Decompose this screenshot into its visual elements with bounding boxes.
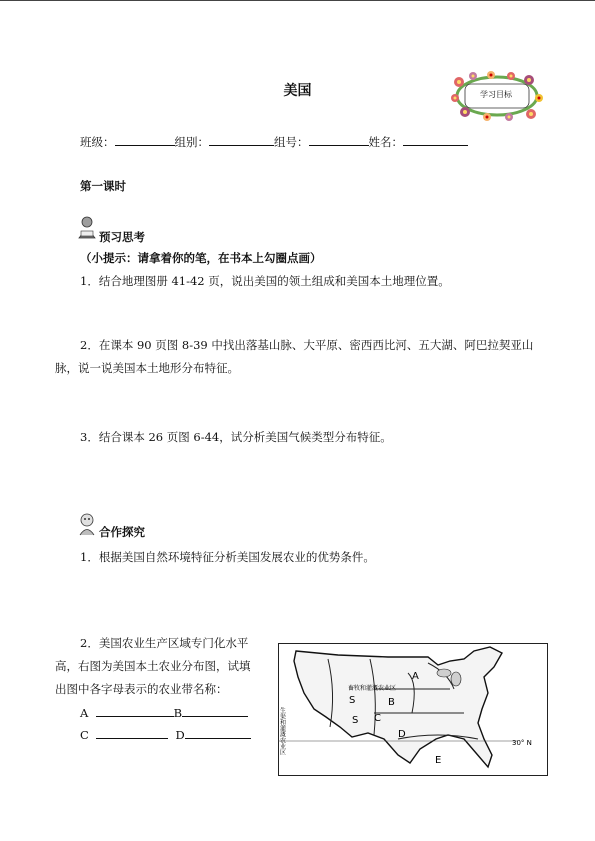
group-no-label: 组号： — [274, 135, 309, 149]
answer-d-label: D — [175, 728, 185, 742]
answer-c-field[interactable] — [96, 727, 168, 739]
section-heading-preview: 预习思考 — [99, 230, 145, 244]
class-field[interactable] — [115, 134, 175, 146]
map-label-a: A — [412, 671, 419, 682]
us-agriculture-map — [278, 643, 548, 776]
question-2-line-2: 脉，说一说美国本土地形分布特征。 — [55, 361, 239, 375]
explore-q2-line-1: 2．美国农业生产区域专门化水平 — [80, 636, 249, 650]
answer-b-field[interactable] — [182, 705, 248, 717]
section-heading-explore: 合作探究 — [99, 525, 145, 539]
map-label-b: B — [388, 697, 395, 708]
group-field[interactable] — [209, 134, 274, 146]
name-label: 姓名： — [368, 135, 403, 149]
page-top-rule — [0, 0, 595, 1]
explore-q2-line-3: 出图中各字母表示的农业带名称： — [55, 682, 228, 696]
lesson-label: 第一课时 — [80, 179, 126, 193]
map-center-label: 畜牧和灌溉农业区 — [348, 685, 397, 692]
answer-c-label: C — [80, 728, 89, 742]
answer-row-ab — [80, 705, 248, 721]
explore-question-1: 1．根据美国自然环境特征分析美国发展农业的优势条件。 — [80, 550, 375, 564]
question-1: 1．结合地理图册 41-42 页，说出美国的领土组成和美国本土地理位置。 — [80, 274, 450, 288]
map-side-label: 生渠和灌溉农业区 — [278, 707, 286, 755]
student-reading-icon — [76, 216, 98, 240]
cooperation-icon — [76, 512, 98, 536]
answer-a-label: A — [80, 706, 89, 720]
badge-text: 学习目标 — [480, 90, 512, 99]
map-label-s2: S — [352, 715, 359, 726]
answer-d-field[interactable] — [185, 727, 251, 739]
question-2-line-1: 2．在课本 90 页图 8-39 中找出落基山脉、大平原、密西西比河、五大湖、阿巴拉契亚山 — [80, 338, 534, 352]
map-label-c: C — [374, 713, 381, 724]
map-latitude-label: 30° N — [512, 739, 532, 747]
map-label-d: D — [398, 729, 406, 740]
hint-text: （小提示：请拿着你的笔，在书本上勾圈点画） — [80, 251, 322, 265]
explore-question-2 — [55, 632, 270, 701]
group-no-field[interactable] — [309, 134, 369, 146]
map-label-e: E — [435, 755, 442, 766]
map-label-s: S — [349, 695, 356, 706]
name-field[interactable] — [403, 134, 468, 146]
answer-b-label: B — [173, 706, 183, 720]
student-info-line — [80, 134, 468, 150]
group-label: 组别： — [174, 135, 209, 149]
question-2 — [55, 334, 545, 380]
page-title: 美国 — [283, 83, 312, 99]
question-3: 3．结合课本 26 页图 6-44，试分析美国气候类型分布特征。 — [80, 430, 392, 444]
class-label: 班级： — [80, 135, 115, 149]
answer-row-cd — [80, 727, 251, 743]
answer-a-field[interactable] — [96, 705, 174, 717]
explore-q2-line-2: 高，右图为美国本土农业分布图，试填 — [55, 659, 251, 673]
